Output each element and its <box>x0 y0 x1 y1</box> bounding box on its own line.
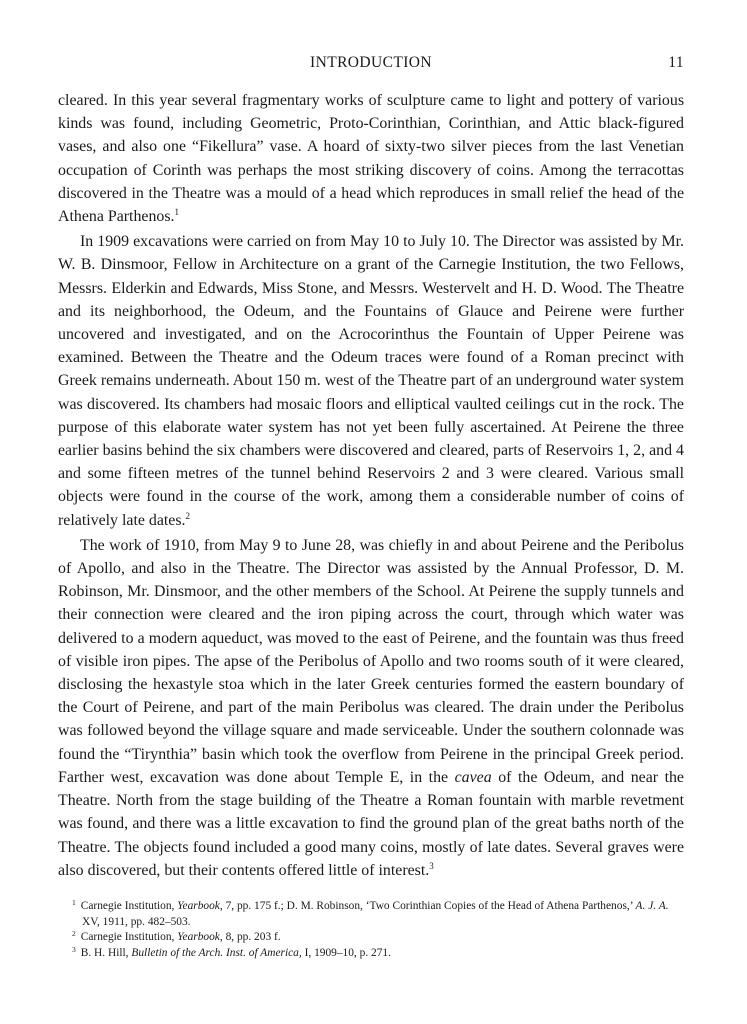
footnote-text: 7, pp. 175 f.; D. M. Robinson, ‘Two Corinthian Copies of the Head of Athena Parthenos,’ <box>225 900 633 912</box>
footnote-ref: 2 <box>185 510 191 521</box>
paragraph-text: cleared. In this year several fragmentary works of sculpture came to light and pottery of various kinds was found, including Geometric, Proto-Corinthian, Corinthian, and Attic black-figured vases, and also one “Fikellura” vase. A hoard of sixty-two silver pieces from the last Venetian occupation of Corinth was perhaps the most striking discovery of coins. Among the terracottas discovered in the Theatre was a mould of a head which reproduces in small relief the head of the Athena Parthenos. <box>58 92 684 226</box>
footnotes <box>58 899 684 961</box>
footnote-italic: Yearbook, <box>177 900 223 912</box>
paragraph-3 <box>58 534 684 882</box>
paragraph-2 <box>58 230 684 532</box>
footnote-text: 8, pp. 203 f. <box>225 931 281 944</box>
footnote-text: Carnegie Institution, <box>80 931 175 944</box>
paragraph-text: of the Odeum, and near the Theatre. North from the stage building of the Theatre a Roman fountain with marble revetment was found, and there was a little excavation to find the ground plan of the great baths north of the Theatre. The objects found included a good many coins, mostly of late dates. Several graves were also discovered, but their contents offered little of interest. <box>58 768 684 879</box>
footnote-text: I, 1909–10, p. 271. <box>304 946 391 959</box>
footnote-3 <box>58 946 684 962</box>
footnote-text: Carnegie Institution, <box>80 900 175 912</box>
footnote-italic: Bulletin of the Arch. Inst. of America, <box>131 946 302 959</box>
footnote-2 <box>58 930 684 946</box>
footnote-ref: 3 <box>429 860 434 871</box>
footnote-mark: 2 <box>72 929 76 939</box>
body-text <box>58 89 684 882</box>
italic-term: cavea <box>454 768 492 786</box>
footnote-text: XV, 1911, pp. 482–503. <box>82 915 191 928</box>
footnote-mark: 3 <box>72 944 76 954</box>
footnote-ref: 1 <box>174 207 180 218</box>
footnote-mark: 1 <box>72 898 76 907</box>
footnote-italic: Yearbook, <box>177 931 223 944</box>
paragraph-1 <box>58 89 684 228</box>
footnote-text: B. H. Hill, <box>80 946 129 959</box>
running-header <box>58 54 684 76</box>
footnote-italic: A. J. A. <box>635 900 669 912</box>
paragraph-text: The work of 1910, from May 9 to June 28, was chiefly in and about Peirene and the Peribolus of Apollo, and also in the Theatre. The Director was assisted by the Annual Professor, D. M. Robinson, Mr. Dinsmoor, and the other members of the School. At Peirene the supply tunnels and their connection were cleared and the iron piping across the court, through which water was delivered to a modern aqueduct, was moved to the east of Peirene, and the fountain was thus freed of visible iron pipes. The apse of the Peribolus of Apollo and two rooms south of it were cleared, disclosing the hexastyle stoa which in the later Greek centuries formed the eastern boundary of the Court of Peirene, and part of the main Peribolus was cleared. The drain under the Peribolus was followed beyond the village square and made serviceable. Under the southern colonnade was found the “Tirynthia” basin which took the overflow from Peirene in the principal Greek period. Farther west, excavation was done about Temple E, in the <box>58 536 684 786</box>
footnote-1 <box>58 899 684 930</box>
page-number: 11 <box>668 54 684 71</box>
paragraph-text: In 1909 excavations were carried on from May 10 to July 10. The Director was assisted by Mr. W. B. Dinsmoor, Fellow in Architecture on a grant of the Carnegie Institution, the two Fellows, Messrs. Elderkin and Edwards, Miss Stone, and Messrs. Westervelt and H. D. Wood. The Theatre and its neighborhood, the Odeum, and the Fountains of Glauce and Peirene were further uncovered and investigated, and on the Acrocorinthus the Fountain of Upper Peirene was examined. Between the Theatre and the Odeum traces were found of a Roman precinct with Greek remains underneath. About 150 m. west of the Theatre part of an underground water system was discovered. Its chambers had mosaic floors and elliptical vaulted ceilings cut in the rock. The purpose of this elaborate water system has not yet been fully ascertained. At Peirene the three earlier basins behind the six chambers were discovered and cleared, parts of Reservoirs 1, 2, and 4 and some fifteen metres of the tunnel behind Reservoirs 2 and 3 were cleared. Various small objects were found in the course of the work, among them a considerable number of coins of relatively late dates. <box>58 233 684 529</box>
running-title: INTRODUCTION <box>310 54 432 71</box>
